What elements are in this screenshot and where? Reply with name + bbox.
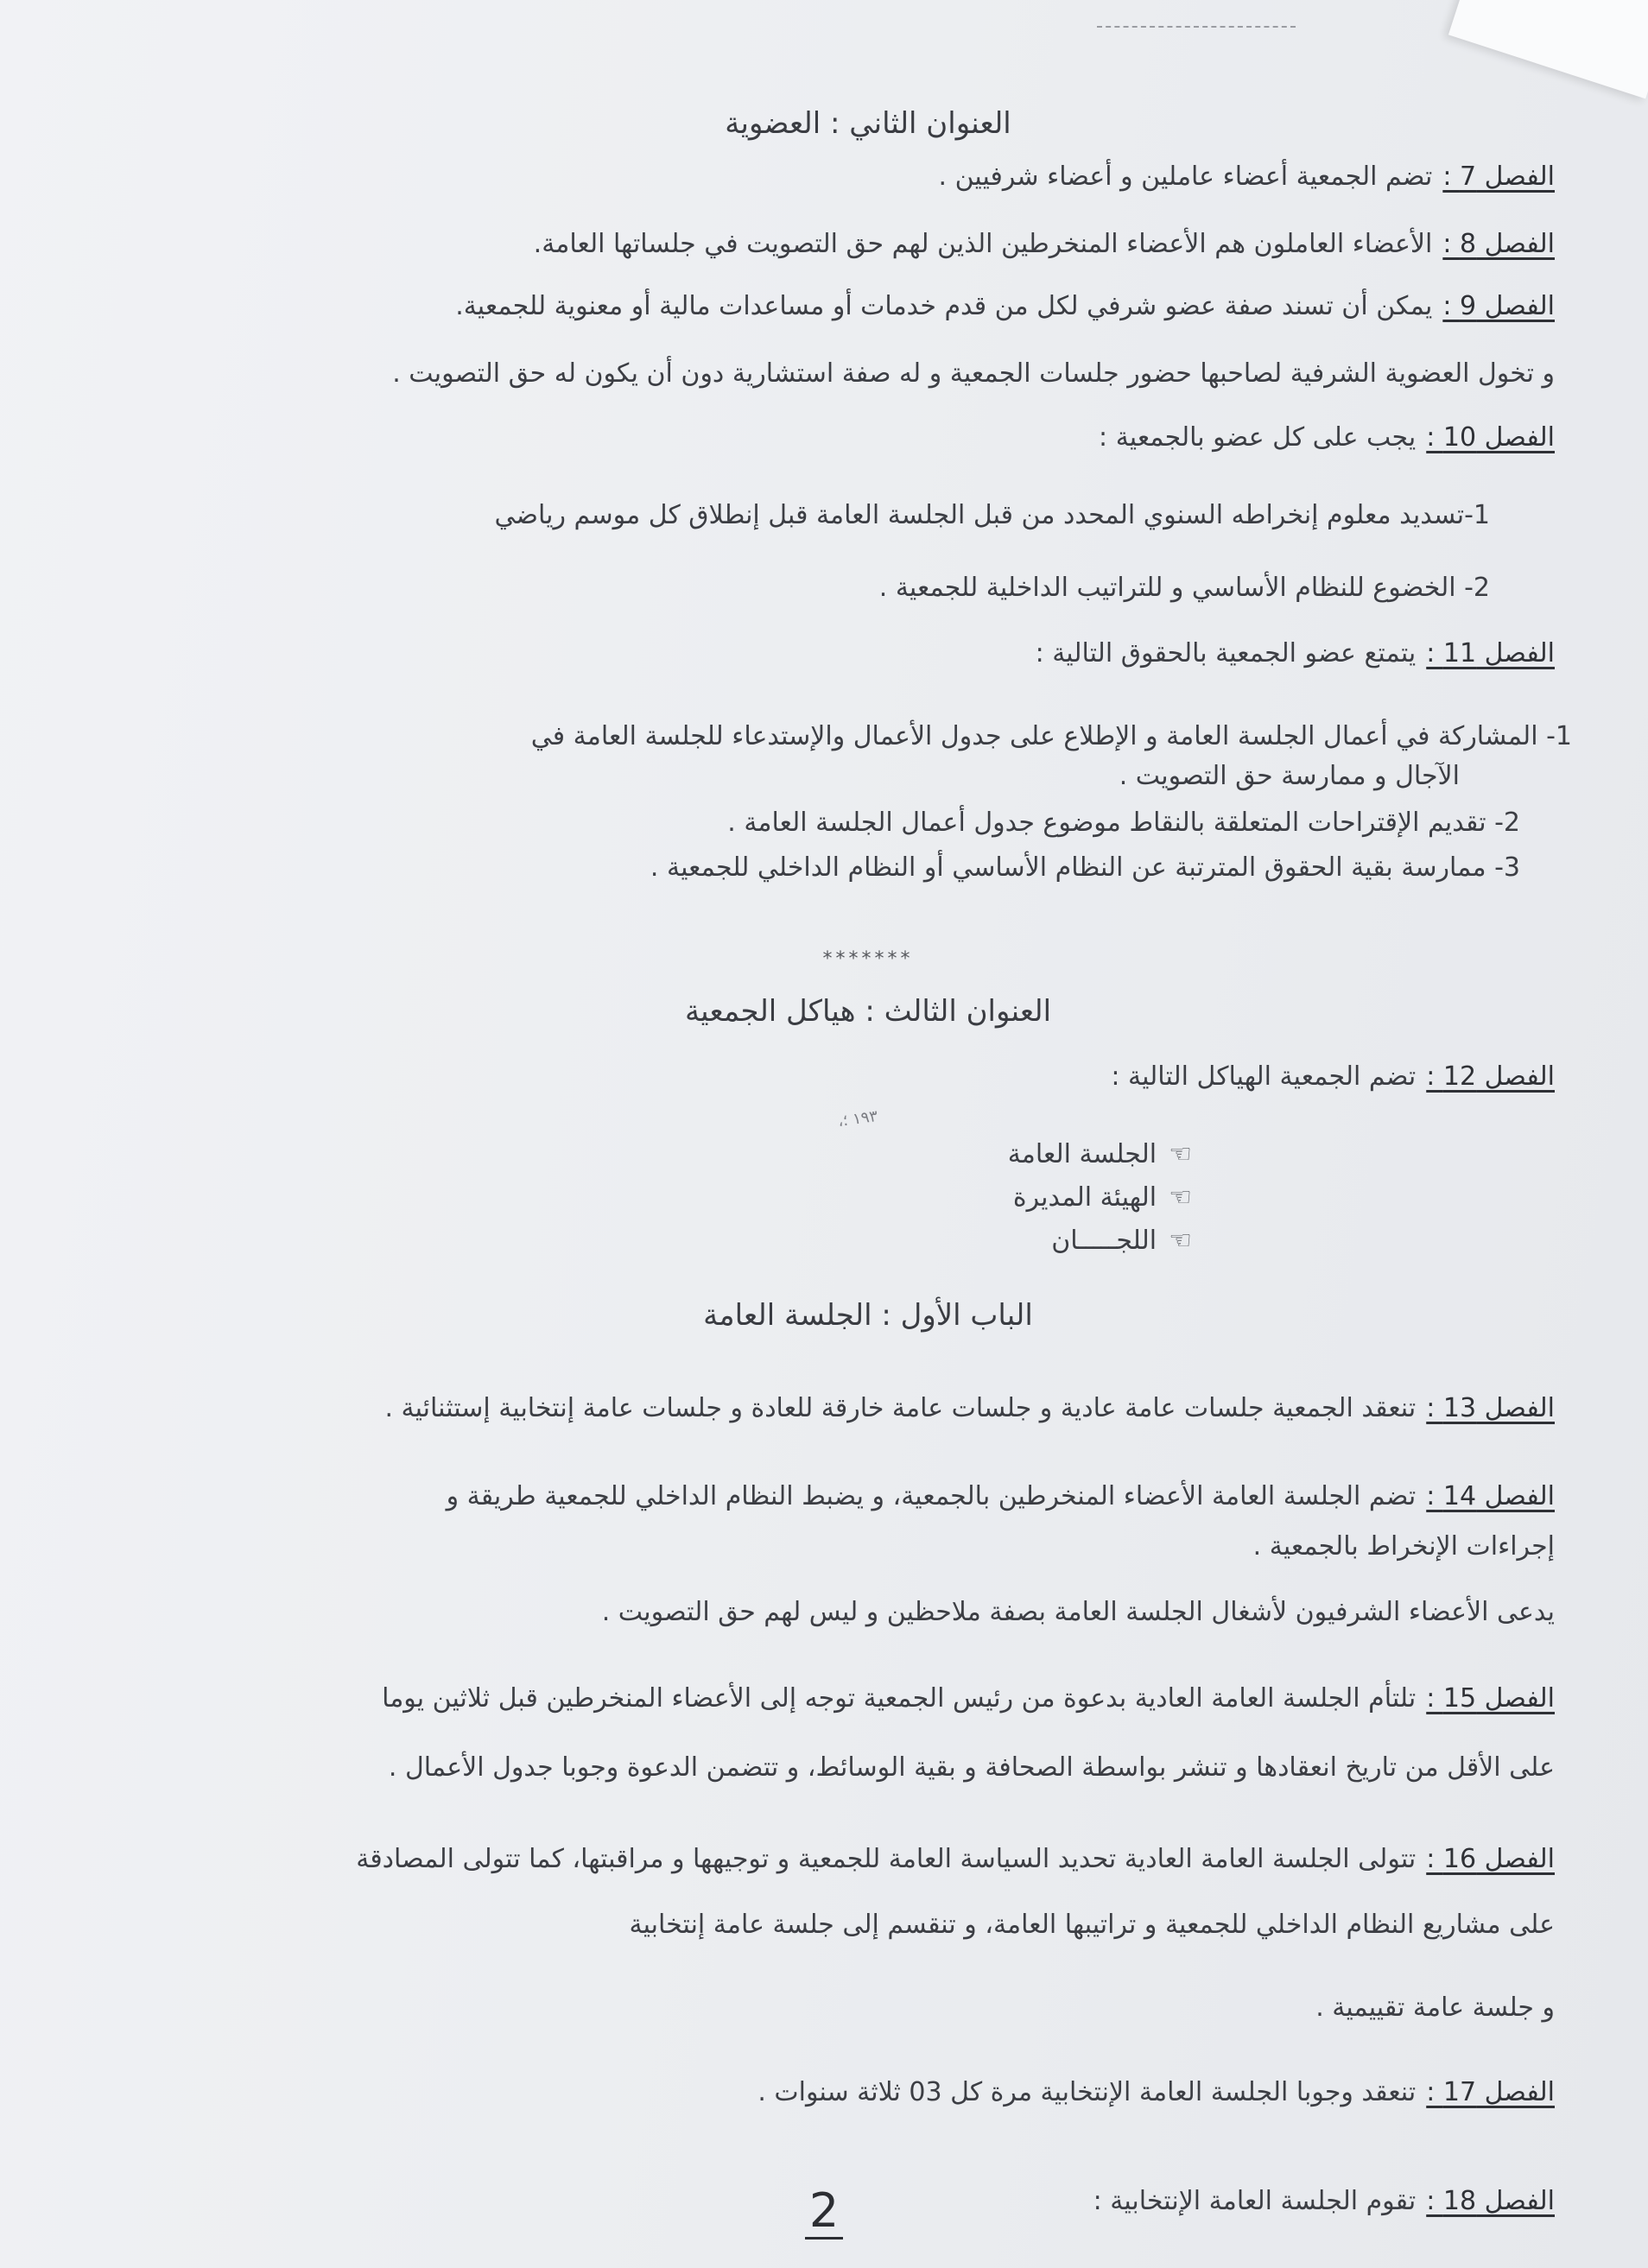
- article-13: [164, 1391, 1555, 1427]
- article-8: [164, 226, 1555, 263]
- article-label: الفصل 14 :: [1426, 1481, 1555, 1511]
- article-16: [164, 1841, 1555, 1878]
- section-heading-membership: العنوان الثاني : العضوية: [725, 106, 1011, 141]
- article-12: [164, 1059, 1555, 1095]
- article-text: يتمتع عضو الجمعية بالحقوق التالية :: [1035, 638, 1417, 668]
- article-10-item-1: 1-تسديد معلوم إنخراطه السنوي المحدد من قبل الجلسة العامة قبل إنطلاق كل موسم رياضي: [494, 500, 1490, 530]
- article-label: الفصل 12 :: [1426, 1061, 1555, 1092]
- article-text: تنعقد وجوبا الجلسة العامة الإنتخابية مرة كل 03 ثلاثة سنوات .: [757, 2077, 1417, 2107]
- hand-pointer-icon: ☜: [1169, 1226, 1192, 1256]
- list-item-text: اللجـــــان: [1051, 1226, 1157, 1256]
- article-14-honorary-note: يدعى الأعضاء الشرفيون لأشغال الجلسة العامة بصفة ملاحظين و ليس لهم حق التصويت .: [601, 1597, 1555, 1627]
- article-text: تنعقد الجمعية جلسات عامة عادية و جلسات عامة خارقة للعادة و جلسات عامة إنتخابية إستثنائية .: [384, 1393, 1417, 1423]
- article-10-item-2: 2- الخضوع للنظام الأساسي و للتراتيب الداخلية للجمعية .: [878, 573, 1490, 603]
- article-label: الفصل 9 :: [1442, 291, 1555, 321]
- article-11: [164, 636, 1555, 672]
- article-15: [164, 1681, 1555, 1717]
- article-9: [164, 288, 1555, 325]
- article-text: تضم الجمعية الهياكل التالية :: [1111, 1061, 1417, 1092]
- article-11-item-3: 3- ممارسة بقية الحقوق المترتبة عن النظام الأساسي أو النظام الداخلي للجمعية .: [650, 852, 1520, 883]
- article-text: تضم الجمعية أعضاء عاملين و أعضاء شرفيين .: [938, 162, 1433, 192]
- article-label: الفصل 13 :: [1426, 1393, 1555, 1423]
- article-label: الفصل 10 :: [1426, 422, 1555, 453]
- article-label: الفصل 7 :: [1442, 162, 1555, 192]
- article-16-continuation: على مشاريع النظام الداخلي للجمعية و تراتيبها العامة، و تنقسم إلى جلسة عامة إنتخابية: [629, 1910, 1555, 1940]
- article-14: [164, 1479, 1555, 1515]
- article-label: الفصل 18 :: [1426, 2186, 1555, 2216]
- document-body: [164, 0, 1572, 2268]
- article-16-continuation-2: و جلسة عامة تقييمية .: [1315, 1992, 1555, 2023]
- article-9-continuation: و تخول العضوية الشرفية لصاحبها حضور جلسات الجمعية و له صفة استشارية دون أن يكون له حق التصويت .: [392, 358, 1555, 389]
- article-text: تلتأم الجلسة العامة العادية بدعوة من رئيس الجمعية توجه إلى الأعضاء المنخرطين قبل ثلاثين يوما: [382, 1683, 1417, 1714]
- article-7: [164, 159, 1555, 195]
- article-11-item-1-continuation: الآجال و ممارسة حق التصويت .: [1119, 761, 1460, 791]
- article-11-item-1: 1- المشاركة في أعمال الجلسة العامة و الإطلاع على جدول الأعمال والإستدعاء للجلسة العامة في: [530, 721, 1572, 751]
- hand-pointer-icon: ☜: [1169, 1182, 1192, 1213]
- article-label: الفصل 11 :: [1426, 638, 1555, 668]
- section-separator: *******: [822, 948, 914, 970]
- article-label: الفصل 15 :: [1426, 1683, 1555, 1714]
- article-18: [164, 2183, 1555, 2220]
- article-text: تضم الجلسة العامة الأعضاء المنخرطين بالجمعية، و يضبط النظام الداخلي للجمعية طريقة و: [446, 1481, 1417, 1511]
- article-label: الفصل 16 :: [1426, 1844, 1555, 1874]
- section-heading-structures: العنوان الثالث : هياكل الجمعية: [684, 994, 1052, 1029]
- article-text: الأعضاء العاملون هم الأعضاء المنخرطين الذين لهم حق التصويت في جلساتها العامة.: [533, 229, 1433, 259]
- article-text: تقوم الجلسة العامة الإنتخابية :: [1093, 2186, 1417, 2216]
- article-12-item-3: [164, 1223, 1192, 1259]
- article-text: يجب على كل عضو بالجمعية :: [1099, 422, 1417, 453]
- article-10: [164, 420, 1555, 456]
- article-12-item-2: [164, 1180, 1192, 1216]
- article-label: الفصل 8 :: [1442, 229, 1555, 259]
- chapter-heading-general-assembly: الباب الأول : الجلسة العامة: [703, 1298, 1033, 1333]
- article-text: تتولى الجلسة العامة العادية تحديد السياسة العامة للجمعية و توجيهها و مراقبتها، كما تتولى المصادقة: [356, 1844, 1417, 1874]
- article-label: الفصل 17 :: [1426, 2077, 1555, 2107]
- page-number: 2: [805, 2185, 843, 2239]
- article-11-item-2: 2- تقديم الإقتراحات المتعلقة بالنقاط موضوع جدول أعمال الجلسة العامة .: [727, 808, 1520, 838]
- article-17: [164, 2075, 1555, 2111]
- handwritten-note: ،١٩٣ ؛: [836, 1106, 879, 1131]
- article-text: يمكن أن تسند صفة عضو شرفي لكل من قدم خدمات أو مساعدات مالية أو معنوية للجمعية.: [455, 291, 1433, 321]
- article-15-continuation: على الأقل من تاريخ انعقادها و تنشر بواسطة الصحافة و بقية الوسائط، و تتضمن الدعوة وجوبا جدول الأعمال .: [388, 1752, 1555, 1783]
- article-14-continuation: إجراءات الإنخراط بالجمعية .: [1252, 1531, 1555, 1562]
- article-12-item-1: [164, 1137, 1192, 1173]
- list-item-text: الهيئة المديرة: [1012, 1182, 1157, 1213]
- list-item-text: الجلسة العامة: [1007, 1139, 1157, 1169]
- hand-pointer-icon: ☜: [1169, 1139, 1192, 1169]
